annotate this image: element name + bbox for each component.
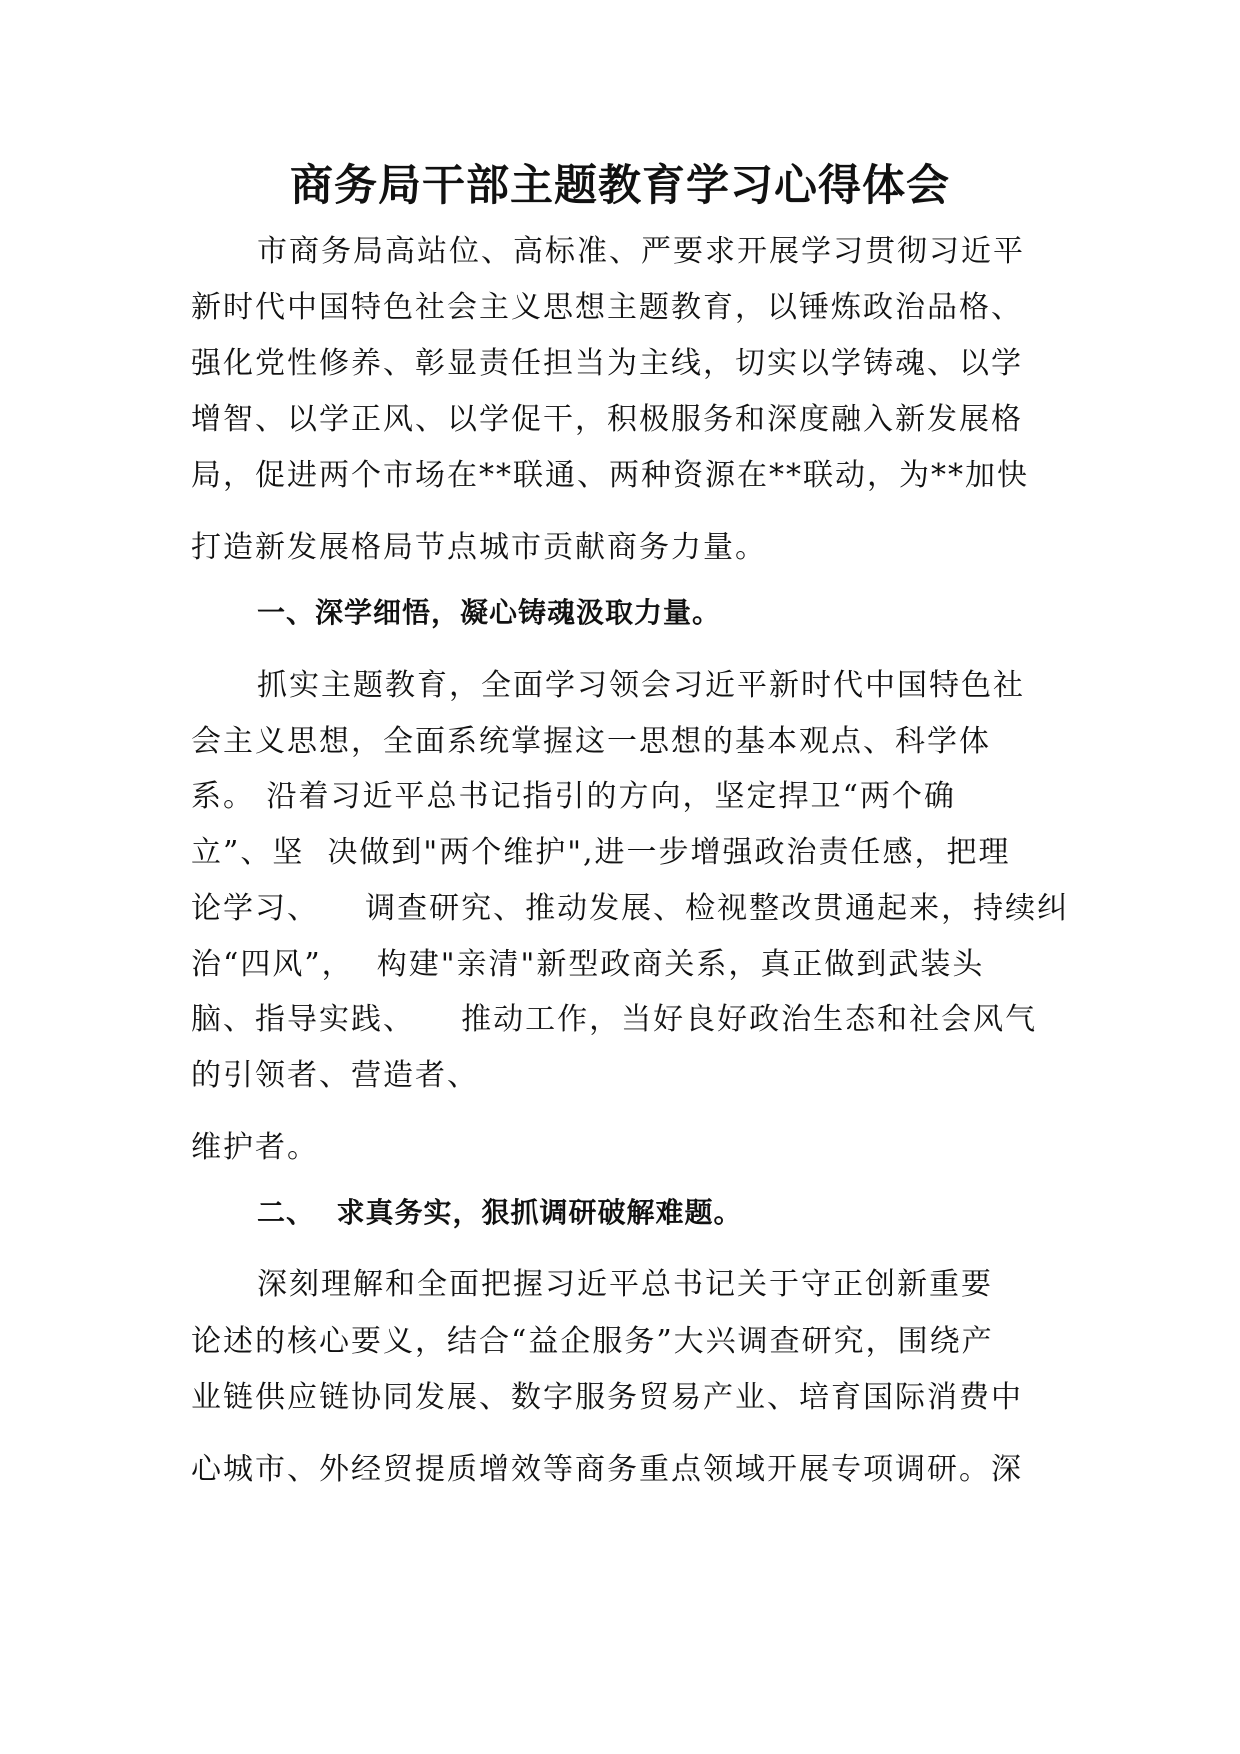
intro-line: 强化党性修养、彰显责任担当为主线，切实以学铸魂、以学 bbox=[191, 346, 1023, 381]
section1-line: 治“四风”， 构建"亲清"新型政商关系，真正做到武装头 bbox=[191, 947, 985, 982]
section1-line: 论学习、 调查研究、推动发展、检视整改贯通起来，持续纠 bbox=[191, 891, 1070, 926]
section1-line: 抓实主题教育，全面学习领会习近平新时代中国特色社 bbox=[257, 668, 1025, 703]
section1-line: 脑、指导实践、 推动工作，当好良好政治生态和社会风气 bbox=[191, 1002, 1038, 1037]
intro-line: 打造新发展格局节点城市贡献商务力量。 bbox=[191, 530, 767, 565]
section1-line: 系。 沿着习近平总书记指引的方向，坚定捍卫“两个确 bbox=[191, 779, 956, 814]
section2-line: 论述的核心要义，结合“益企服务”大兴调查研究，围绕产 bbox=[191, 1324, 994, 1359]
intro-line: 新时代中国特色社会主义思想主题教育，以锤炼政治品格、 bbox=[191, 290, 1023, 325]
section1-line: 立”、坚 决做到"两个维护",进一步增强政治责任感，把理 bbox=[191, 835, 1011, 870]
section2-line: 深刻理解和全面把握习近平总书记关于守正创新重要 bbox=[257, 1267, 993, 1302]
section2-line: 业链供应链协同发展、数字服务贸易产业、培育国际消费中 bbox=[191, 1380, 1023, 1415]
section1-line: 会主义思想，全面系统掌握这一思想的基本观点、科学体 bbox=[191, 724, 991, 759]
section-heading: 二、 求真务实，狠抓调研破解难题。 bbox=[257, 1196, 743, 1229]
intro-line: 增智、以学正风、以学促干，积极服务和深度融入新发展格 bbox=[191, 402, 1023, 437]
section1-line: 的引领者、营造者、 bbox=[191, 1058, 479, 1093]
intro-line: 局，促进两个市场在**联通、两种资源在**联动，为**加快 bbox=[191, 458, 1029, 493]
intro-line: 市商务局高站位、高标准、严要求开展学习贯彻习近平 bbox=[257, 234, 1025, 269]
section1-line: 维护者。 bbox=[191, 1130, 319, 1165]
section-heading: 一、深学细悟，凝心铸魂汲取力量。 bbox=[257, 596, 722, 629]
section2-line: 心城市、外经贸提质增效等商务重点领域开展专项调研。深 bbox=[191, 1452, 1023, 1487]
document-title: 商务局干部主题教育学习心得体会 bbox=[290, 161, 950, 211]
